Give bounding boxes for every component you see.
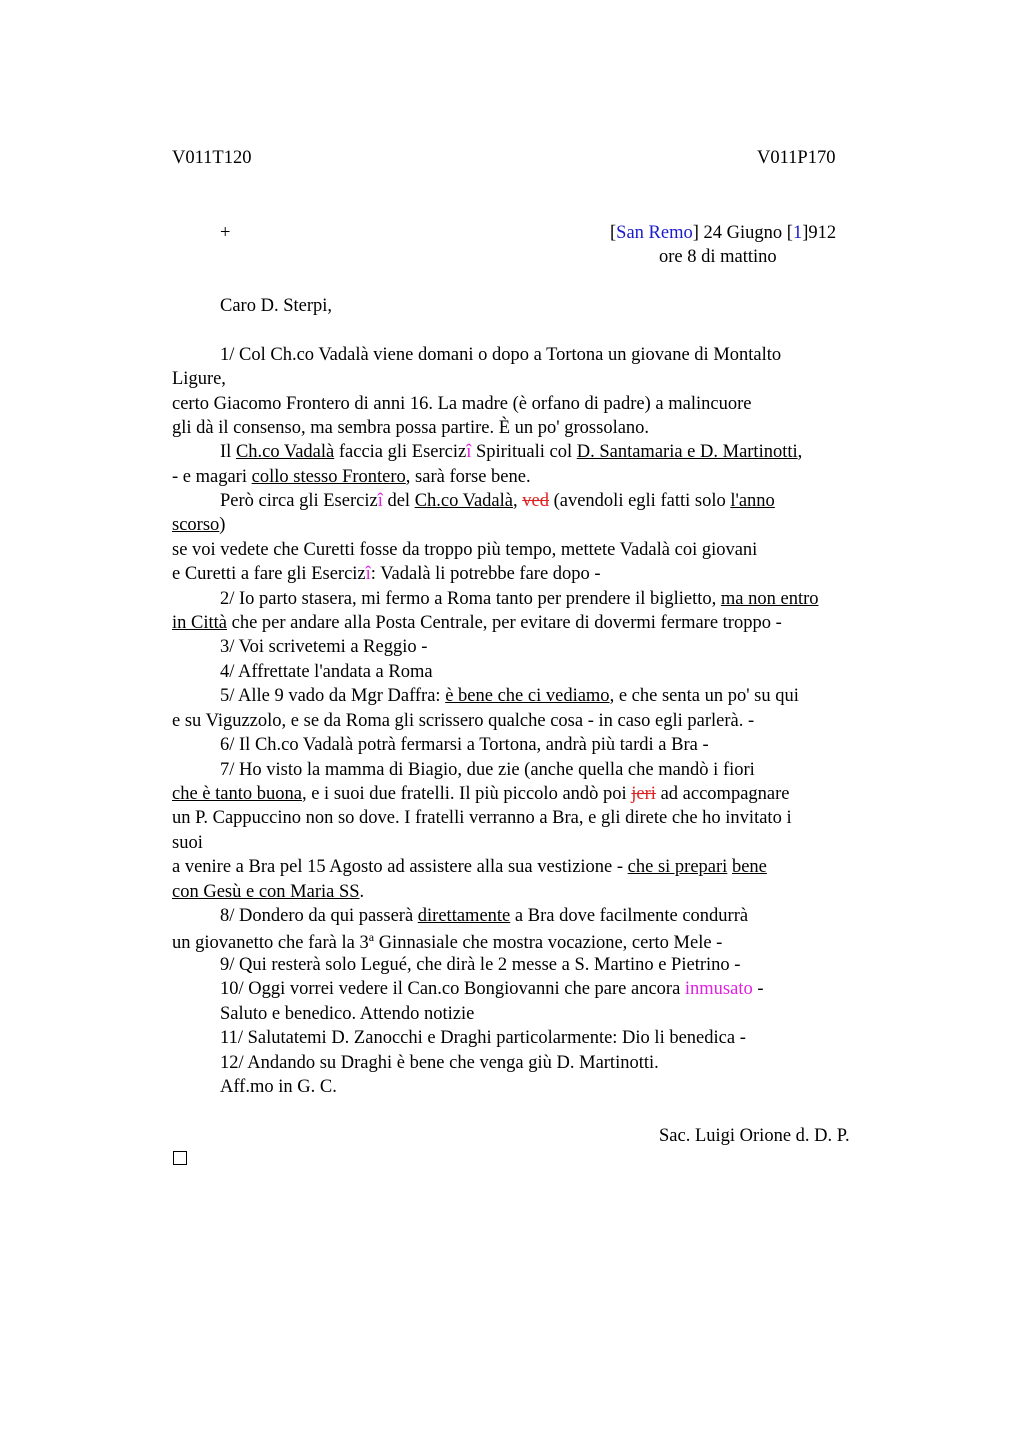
accent-mark: î bbox=[466, 442, 472, 462]
body-line-9: se voi vedete che Curetti fosse da troppo più tempo, mettete Vadalà coi giovani bbox=[172, 540, 758, 560]
body-line-10 bbox=[172, 564, 601, 585]
text-fragment: Spirituali col bbox=[471, 442, 577, 462]
text-fragment: 5/ Alle 9 vado da Mgr Daffra: bbox=[220, 686, 446, 706]
accent-mark: î bbox=[377, 491, 383, 511]
text-fragment: , sarà forse bene. bbox=[405, 467, 531, 487]
body-line-3: certo Giacomo Frontero di anni 16. La madre (è orfano di padre) a malincuore bbox=[172, 394, 752, 414]
text-fragment: - bbox=[752, 979, 764, 999]
struck-text: ved bbox=[522, 491, 549, 511]
body-line-30: 12/ Andando su Draghi è bene che venga giù D. Martinotti. bbox=[220, 1053, 659, 1073]
text-fragment: 10/ Oggi vorrei vedere il Can.co Bongiovanni che pare ancora bbox=[220, 979, 685, 999]
end-box-marker bbox=[173, 1151, 187, 1165]
body-line-26: 9/ Qui resterà solo Legué, che dirà le 2 messe a S. Martino e Pietrino - bbox=[220, 955, 741, 975]
underlined-text: Ch.co Vadalà bbox=[235, 442, 335, 462]
body-line-12 bbox=[172, 613, 782, 634]
body-line-15 bbox=[220, 686, 799, 707]
underlined-text: direttamente bbox=[417, 906, 511, 926]
underlined-text: D. Santamaria e D. Martinotti bbox=[576, 442, 798, 462]
body-line-28: Saluto e benedico. Attendo notizie bbox=[220, 1004, 475, 1024]
dateline-year-digit: 1 bbox=[792, 223, 803, 243]
document-code-right: V011P170 bbox=[757, 148, 836, 168]
text-fragment: : Vadalà li potrebbe fare dopo - bbox=[370, 564, 601, 584]
body-line-5 bbox=[220, 442, 802, 463]
body-line-2: Ligure, bbox=[172, 369, 226, 389]
body-line-31: Aff.mo in G. C. bbox=[220, 1077, 337, 1097]
body-line-22 bbox=[172, 857, 767, 878]
accent-mark: î bbox=[365, 564, 371, 584]
underlined-text: è bene che ci vediamo bbox=[445, 686, 610, 706]
body-line-8 bbox=[172, 515, 225, 536]
struck-text: jeri bbox=[631, 784, 656, 804]
signature: Sac. Luigi Orione d. D. P. bbox=[659, 1126, 850, 1146]
text-fragment: , e che senta un po' su qui bbox=[609, 686, 799, 706]
text-fragment: del bbox=[382, 491, 415, 511]
text-fragment: 8/ Dondero da qui passerà bbox=[220, 906, 418, 926]
text-fragment: ) bbox=[219, 515, 226, 535]
text-fragment: faccia gli Esercizî bbox=[334, 442, 472, 462]
dateline: [San Remo] 24 Giugno [1]912 bbox=[610, 223, 837, 243]
body-line-16: e su Viguzzolo, e se da Roma gli scrissero qualche cosa - in caso egli parlerà. - bbox=[172, 711, 755, 731]
text-fragment: un giovanetto che farà la 3 bbox=[172, 933, 369, 954]
body-line-24 bbox=[220, 906, 748, 927]
dateline-place: San Remo bbox=[616, 223, 693, 243]
dateline-year-rest: 912 bbox=[808, 223, 837, 243]
body-line-27 bbox=[220, 979, 764, 1000]
highlighted-word: inmusato bbox=[684, 979, 753, 999]
text-fragment: 2/ Io parto stasera, mi fermo a Roma tanto per prendere il biglietto, bbox=[220, 589, 721, 609]
body-line-4: gli dà il consenso, ma sembra possa partire. È un po' grossolano. bbox=[172, 418, 650, 438]
text-fragment: Però circa gli Esercizî bbox=[220, 491, 383, 511]
body-line-18: 7/ Ho visto la mamma di Biagio, due zie (anche quella che mandò i fiori bbox=[220, 760, 755, 780]
salutation: Caro D. Sterpi, bbox=[220, 296, 333, 316]
text-fragment: , bbox=[513, 491, 523, 511]
superscript: a bbox=[368, 930, 375, 944]
body-line-21: suoi bbox=[172, 833, 203, 853]
text-fragment: ad accompagnare bbox=[655, 784, 790, 804]
body-line-25 bbox=[172, 930, 722, 954]
body-line-7 bbox=[220, 491, 775, 512]
body-line-23 bbox=[172, 882, 364, 903]
text-fragment: Ginnasiale che mostra vocazione, certo Mele - bbox=[374, 933, 723, 954]
underlined-text: ma non entro bbox=[720, 589, 819, 609]
underlined-text: in Città bbox=[172, 613, 227, 633]
text-fragment: (avendoli egli fatti solo bbox=[548, 491, 731, 511]
underlined-text: l'anno bbox=[730, 491, 775, 511]
body-line-11 bbox=[220, 589, 819, 610]
body-line-6 bbox=[172, 467, 531, 488]
underlined-text: bene bbox=[731, 857, 767, 877]
underlined-text: collo stesso Frontero bbox=[251, 467, 406, 487]
text-fragment: a Bra dove facilmente condurrà bbox=[510, 906, 749, 926]
text-fragment: e Curetti a fare gli Esercizî bbox=[172, 564, 371, 584]
text-fragment: a venire a Bra pel 15 Agosto ad assistere alla sua vestizione - bbox=[172, 857, 628, 877]
underlined-text: Ch.co Vadalà bbox=[414, 491, 513, 511]
underlined-text: scorso bbox=[172, 515, 220, 535]
body-line-17: 6/ Il Ch.co Vadalà potrà fermarsi a Tortona, andrà più tardi a Bra - bbox=[220, 735, 709, 755]
underlined-text: con Gesù e con Maria SS bbox=[172, 882, 360, 902]
body-line-14: 4/ Affrettate l'andata a Roma bbox=[220, 662, 433, 682]
cross-mark: + bbox=[220, 223, 231, 243]
underlined-text: che si prepari bbox=[627, 857, 728, 877]
body-line-13: 3/ Voi scrivetemi a Reggio - bbox=[220, 637, 428, 657]
body-line-1: 1/ Col Ch.co Vadalà viene domani o dopo a Tortona un giovane di Montalto bbox=[220, 345, 782, 365]
dateline-time: ore 8 di mattino bbox=[659, 247, 777, 267]
body-line-29: 11/ Salutatemi D. Zanocchi e Draghi particolarmente: Dio li benedica - bbox=[220, 1028, 746, 1048]
text-fragment: che per andare alla Posta Centrale, per evitare di dovermi fermare troppo - bbox=[227, 613, 782, 633]
text-fragment: . bbox=[359, 882, 365, 902]
text-fragment: Il bbox=[220, 442, 236, 462]
document-code-left: V011T120 bbox=[172, 148, 252, 168]
text-fragment: , e i suoi due fratelli. Il più piccolo andò poi bbox=[301, 784, 632, 804]
text-fragment: , bbox=[797, 442, 803, 462]
dateline-date: 24 Giugno bbox=[698, 223, 787, 243]
body-line-19 bbox=[172, 784, 789, 805]
body-line-20: un P. Cappuccino non so dove. I fratelli verranno a Bra, e gli direte che ho invitato i bbox=[172, 808, 792, 828]
underlined-text: che è tanto buona bbox=[172, 784, 302, 804]
text-fragment: - e magari bbox=[172, 467, 252, 487]
